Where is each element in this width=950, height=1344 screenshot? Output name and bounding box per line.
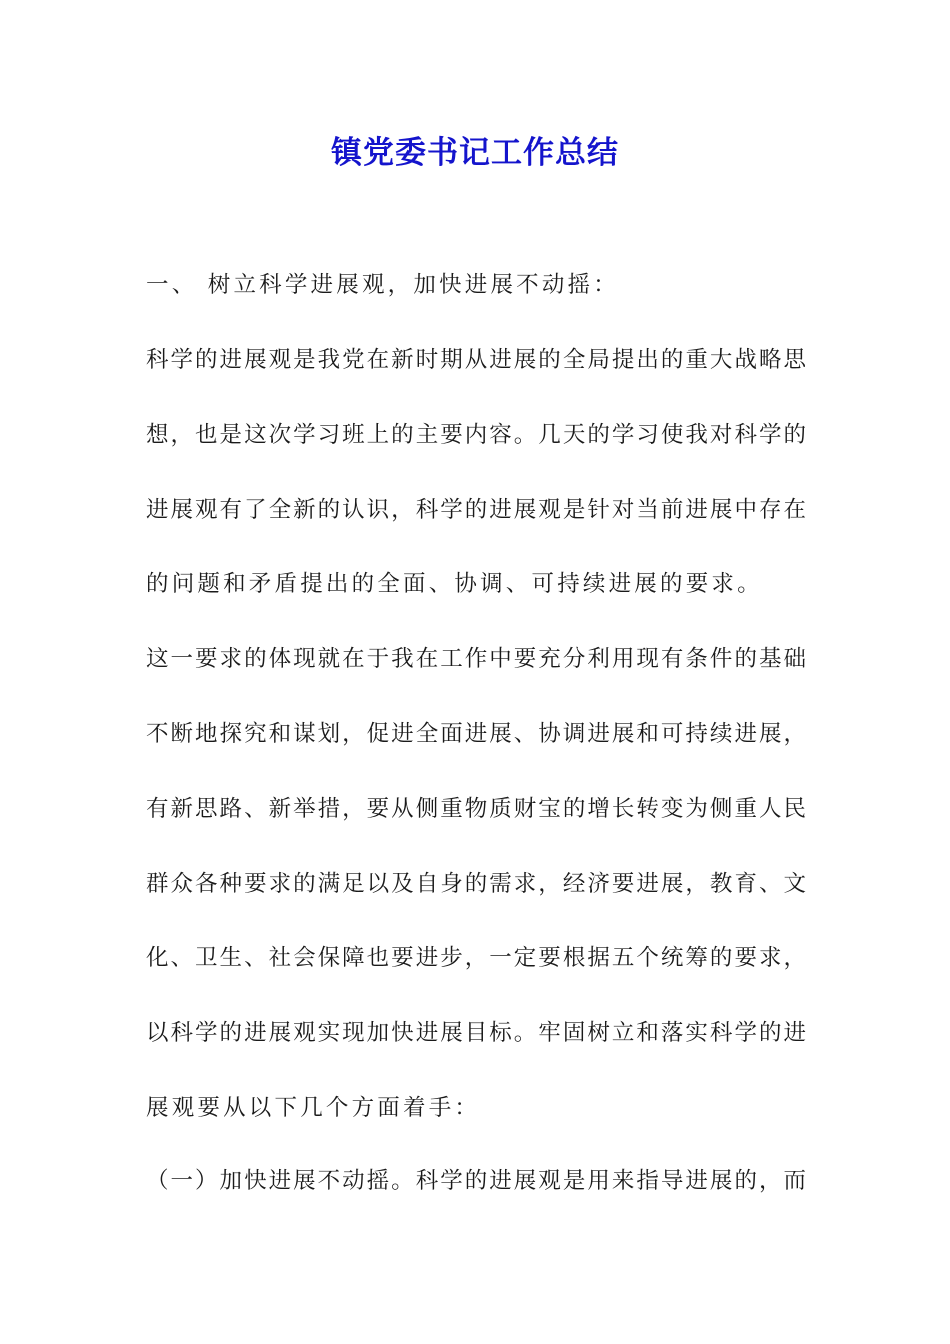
paragraph-line: 这一要求的体现就在于我在工作中要充分利用现有条件的基础 xyxy=(146,646,806,672)
paragraph-line: 的问题和矛盾提出的全面、协调、可持续进展的要求。 xyxy=(146,571,763,597)
section-heading: 一、 树立科学进展观，加快进展不动摇： xyxy=(146,272,619,298)
paragraph-line: 不断地探究和谋划，促进全面进展、协调进展和可持续进展， xyxy=(146,721,806,747)
paragraph-line: 想，也是这次学习班上的主要内容。几天的学习使我对科学的 xyxy=(146,422,806,448)
paragraph-line: 以科学的进展观实现加快进展目标。牢固树立和落实科学的进 xyxy=(146,1020,806,1046)
paragraph-line: （一）加快进展不动摇。科学的进展观是用来指导进展的，而 xyxy=(146,1168,806,1194)
paragraph-line: 进展观有了全新的认识，科学的进展观是针对当前进展中存在 xyxy=(146,497,806,523)
paragraph-line: 科学的进展观是我党在新时期从进展的全局提出的重大战略思 xyxy=(146,347,806,373)
document-title: 镇党委书记工作总结 xyxy=(331,135,619,171)
paragraph-line: 化、卫生、社会保障也要进步，一定要根据五个统筹的要求， xyxy=(146,945,806,971)
paragraph-line: 展观要从以下几个方面着手： xyxy=(146,1095,481,1121)
paragraph-line: 群众各种要求的满足以及自身的需求，经济要进展，教育、文 xyxy=(146,871,806,897)
paragraph-line: 有新思路、新举措，要从侧重物质财宝的增长转变为侧重人民 xyxy=(146,796,806,822)
